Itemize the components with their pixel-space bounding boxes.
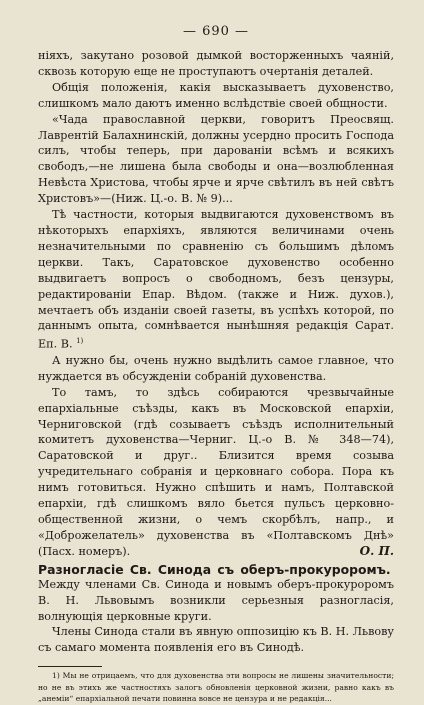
paragraph-2: Общія положенія, какія высказываетъ духовенство, слишкомъ мало даютъ именно вслѣдствіе своей общности. [38, 80, 394, 110]
paragraph-4 [38, 207, 394, 353]
footnote-number: 1) [52, 671, 60, 681]
footnote-text: Мы не отрицаемъ, что для духовенства эти вопросы не лишены значительности; но не въ этихъ же частностяхъ залогъ обновленія церковной жизни, равно какъ въ „анеміи“ епархіальной печати повинна вовсе не цензура и не редакція... [38, 671, 395, 704]
footnote-marker: 1) [76, 337, 84, 346]
paragraph-1: ніяхъ, закутано розовой дымкой восторженныхъ чаяній, сквозь которую еще не проступаютъ очертанія деталей. [38, 49, 394, 78]
body-text [38, 48, 394, 656]
footnote-divider [38, 666, 102, 667]
paragraph-6-text: То тамъ, то здѣсь собираются чрезвычайные епархіальные съѣзды, какъ въ Московской епархіи, Черниговской (гдѣ созываетъ съѣздъ исполнительный комитетъ духовенства—Черниг. Ц.-о В. № 348—74), Саратовской и друг.. Близится время созыва учредительнаго собранія и церковнаго собора. Пора къ нимъ готовиться. Нужно спѣшить и намъ, Полтавской епархіи, гдѣ слишкомъ вяло бьется пульсъ церковно-общественной жизни, о чемъ скорбѣлъ, напр., и «Доброжелатель» духовенства въ «Полтавскомъ Днѣ» (Пасх. номеръ). [38, 385, 394, 558]
paragraph-7: Между членами Св. Синода и новымъ оберъ-прокуроромъ В. Н. Львовымъ возникли серьезныя разногласія, волнующія церковные круги. [38, 577, 394, 623]
paragraph-5: А нужно бы, очень нужно выдѣлить самое главное, что нуждается въ обсужденіи собраній духовенства. [38, 353, 394, 383]
section-heading: Разногласіе Св. Синода съ оберъ-прокуроромъ. [38, 561, 391, 577]
paragraph-6 [38, 385, 394, 560]
paragraph-4-text: Тѣ частности, которыя выдвигаются духовенствомъ въ нѣкоторыхъ епархіяхъ, являются величинами очень незначительными по сравненію съ большимъ дѣломъ церкви. Такъ, Саратовское духовенство особенно выдвигаетъ вопросъ о свободномъ, безъ цензуры, редактированіи Епар. Вѣдом. (также и Ниж. духов.), мечтаетъ объ изданіи своей газеты, въ успѣхъ которой, по даннымъ опыта, сомнѣвается нынѣшняя редакція Сарат. Еп. В. [38, 208, 394, 352]
paragraph-8: Члены Синода стали въ явную оппозицію къ В. Н. Львову съ самаго момента появленія его въ Синодѣ. [38, 625, 394, 655]
page-number: — 690 — [182, 24, 250, 39]
paragraph-3-quote: «Чада православной церкви, говоритъ Преосвящ. Лаврентій Балахнинскій, должны усердно просить Господа силъ, чтобы теперь, при дарованіи всѣмъ и всякихъ свободъ,—не лишена была свободы и она—возлюбленная Невѣста Христова, чтобы ярче и ярче свѣтилъ въ ней свѣтъ Христовъ»—(Ниж. Ц.-о. В. № 9)... [38, 112, 394, 206]
author-signature: О. П. [359, 543, 394, 558]
